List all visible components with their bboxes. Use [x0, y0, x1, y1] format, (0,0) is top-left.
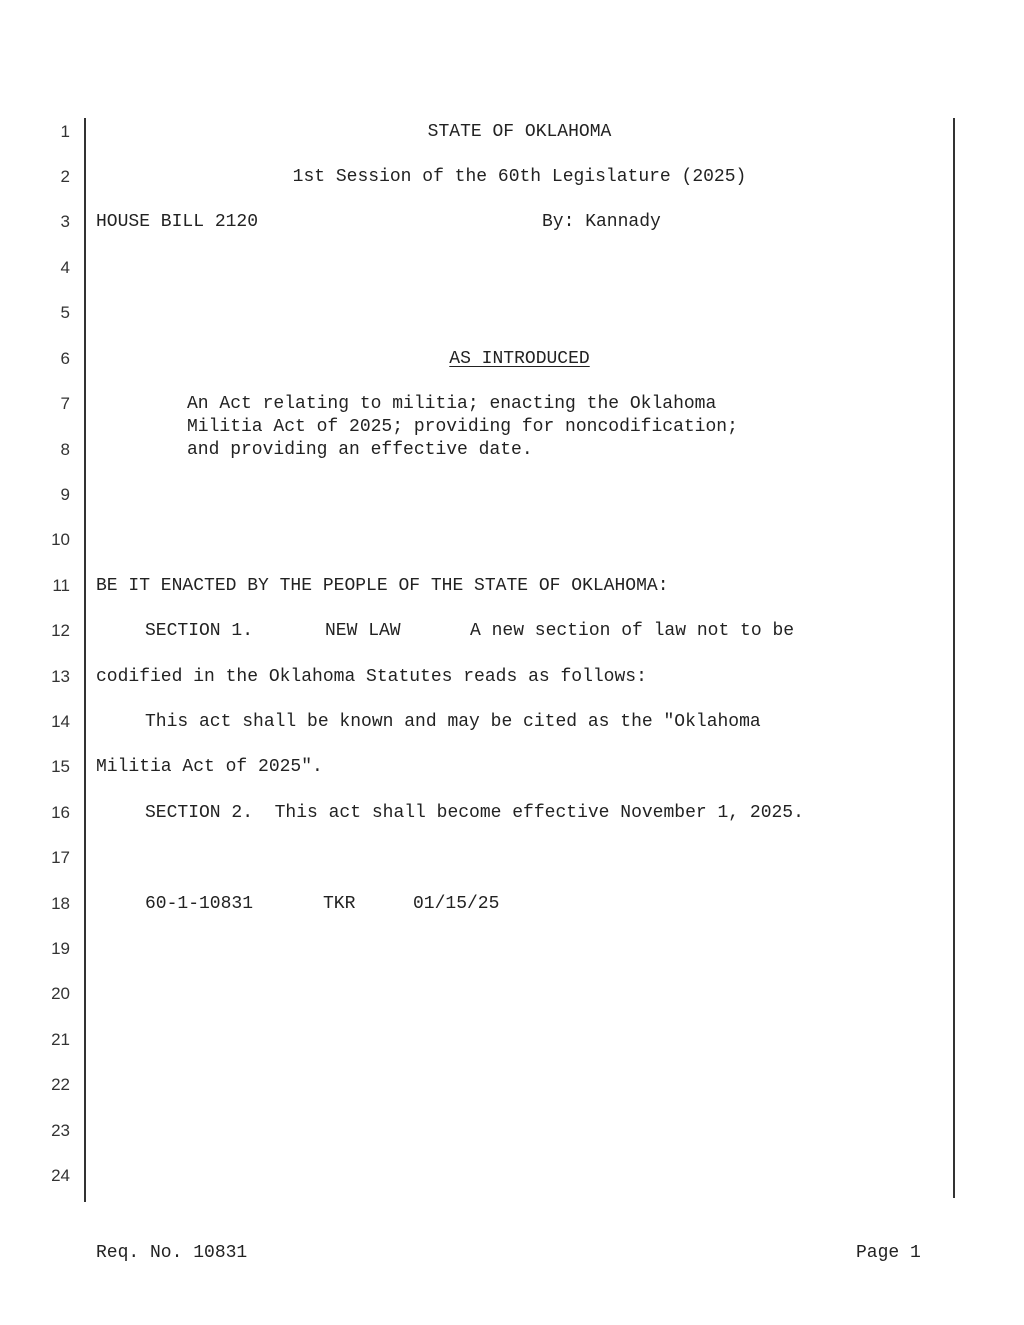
title-line: and providing an effective date.: [187, 440, 533, 460]
line-number: 5: [60, 303, 70, 322]
left-margin-rule: [84, 118, 86, 1202]
section-1-body: This act shall be known and may be cited as the "Oklahoma: [145, 712, 761, 732]
section-1-heading: SECTION 1.: [145, 621, 254, 641]
section-1-body: Militia Act of 2025".: [96, 757, 323, 777]
session-heading: 1st Session of the 60th Legislature (2025): [292, 167, 747, 187]
drafting-date: 01/15/25: [413, 894, 500, 914]
line-number: 3: [60, 212, 70, 231]
section-1-text: A new section of law not to be: [470, 621, 795, 641]
line-number: 20: [51, 984, 70, 1003]
title-line: Militia Act of 2025; providing for noncodification;: [187, 417, 738, 437]
drafter-initials: TKR: [323, 894, 356, 914]
line-number: 11: [52, 576, 70, 595]
line-number: 16: [51, 803, 70, 822]
request-number: Req. No. 10831: [96, 1243, 248, 1263]
status-label: AS INTRODUCED: [449, 349, 590, 369]
line-number: 19: [51, 939, 70, 958]
drafting-number: 60-1-10831: [145, 894, 254, 914]
title-line: An Act relating to militia; enacting the Oklahoma: [187, 394, 717, 414]
line-number: 14: [51, 712, 70, 731]
state-heading: STATE OF OKLAHOMA: [427, 122, 612, 142]
line-number: 10: [51, 530, 70, 549]
enacting-clause: BE IT ENACTED BY THE PEOPLE OF THE STATE OF OKLAHOMA:: [96, 576, 669, 596]
line-number: 6: [60, 349, 70, 368]
right-margin-rule: [953, 118, 955, 1198]
line-number: 22: [51, 1075, 70, 1094]
line-number: 13: [51, 667, 70, 686]
line-number: 23: [51, 1121, 70, 1140]
line-number: 8: [60, 440, 70, 459]
line-number: 17: [51, 848, 70, 867]
line-number: 4: [60, 258, 70, 277]
line-number: 2: [60, 167, 70, 186]
line-number: 15: [51, 757, 70, 776]
section-2-text: SECTION 2. This act shall become effective November 1, 2025.: [145, 803, 804, 823]
section-1-new-law: NEW LAW: [325, 621, 401, 641]
bill-status: [86, 349, 953, 369]
line-number: 7: [60, 394, 70, 413]
line-number: 18: [51, 894, 70, 913]
section-1-text: codified in the Oklahoma Statutes reads as follows:: [96, 667, 647, 687]
line-number: 12: [51, 621, 70, 640]
bill-author: By: Kannady: [542, 212, 661, 232]
line-number: 21: [51, 1030, 70, 1049]
page-number: Page 1: [856, 1243, 921, 1263]
line-number: 24: [51, 1166, 70, 1185]
line-number: 9: [60, 485, 70, 504]
bill-number: HOUSE BILL 2120: [96, 212, 259, 232]
line-number: 1: [60, 122, 70, 141]
